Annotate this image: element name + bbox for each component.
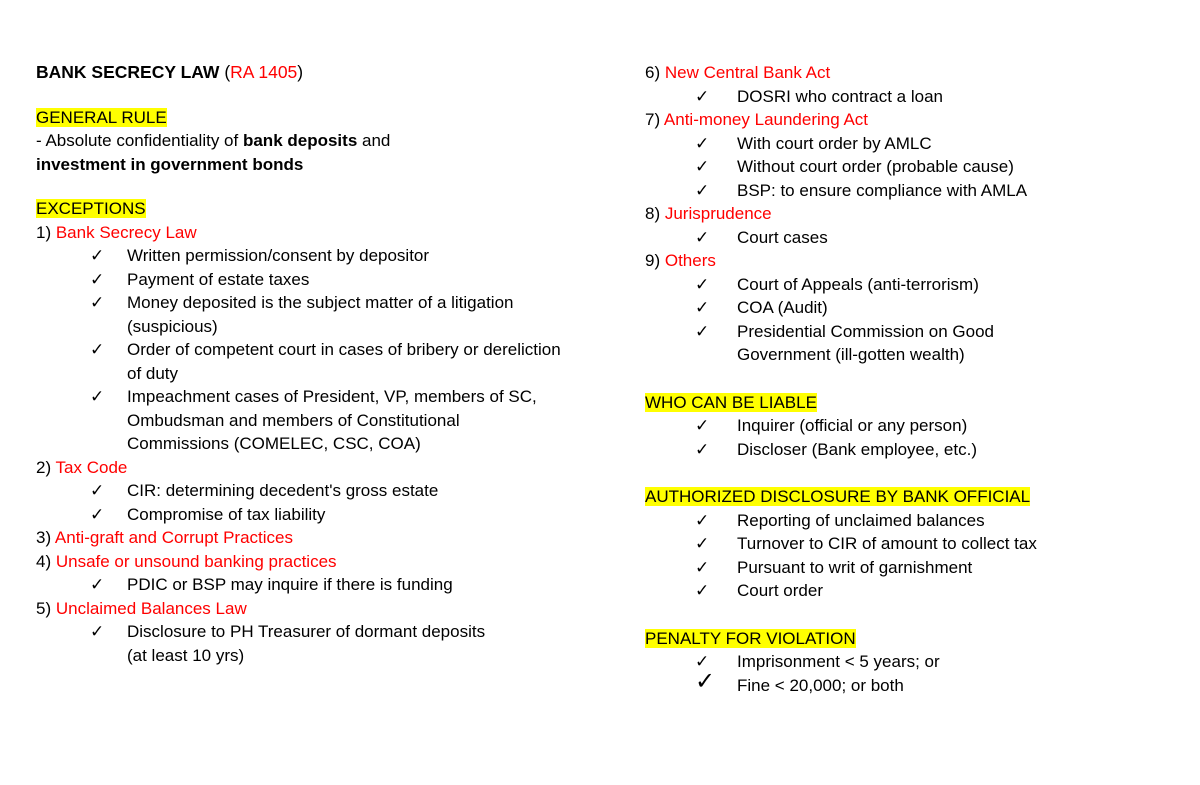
title-paren-close: ) — [297, 62, 304, 82]
who-liable-list — [645, 414, 1185, 461]
check-icon: ✓ — [90, 504, 105, 524]
check-icon: ✓ — [695, 157, 710, 176]
penalty-heading: PENALTY FOR VIOLATION — [645, 628, 856, 648]
check-icon: ✓ — [90, 575, 105, 594]
check-icon: ✓ — [695, 667, 716, 695]
list-item — [90, 503, 596, 527]
list-item — [695, 579, 1185, 603]
spacer — [645, 461, 1185, 485]
exception-number: 2) — [36, 457, 56, 477]
exception-9 — [645, 249, 1185, 273]
list-item — [90, 479, 596, 503]
exception-label: Others — [664, 251, 716, 270]
exception-6 — [645, 61, 1185, 85]
list-item-text: Presidential Commission on Good Government (ill-gotten wealth) — [737, 321, 995, 364]
check-icon: ✓ — [695, 510, 710, 530]
document-title — [36, 61, 596, 85]
list-item-text: Discloser (Bank employee, etc.) — [737, 439, 977, 459]
list-item — [695, 226, 1185, 250]
exception-number: 4) — [36, 551, 56, 571]
list-item-text: Impeachment cases of President, VP, members of SC, Ombudsman and members of Constitutional Commissions (COMELEC, CSC, COA) — [127, 387, 537, 453]
list-item — [695, 667, 1185, 698]
list-item-text: Money deposited is the subject matter of a litigation (suspicious) — [127, 293, 514, 336]
list-item — [695, 556, 1185, 580]
general-rule-bold1: bank deposits — [242, 131, 358, 150]
check-icon: ✓ — [695, 557, 710, 577]
exception-7-list — [645, 132, 1185, 203]
list-item-text: Inquirer (official or any person) — [737, 416, 968, 435]
title-paren-open: ( — [224, 62, 231, 82]
general-rule-bold2: investment in government bonds — [36, 154, 304, 174]
list-item-text: Without court order (probable cause) — [737, 157, 1014, 176]
list-item-text: BSP: to ensure compliance with AMLA — [737, 180, 1028, 200]
check-icon: ✓ — [90, 622, 105, 641]
general-rule-prefix: - Absolute confidentiality of — [36, 131, 243, 150]
check-icon: ✓ — [695, 180, 710, 200]
list-item-text: CIR: determining decedent's gross estate — [127, 481, 439, 500]
exception-number: 5) — [36, 598, 56, 618]
who-liable-section — [645, 391, 1185, 462]
list-item — [695, 85, 1185, 109]
check-icon: ✓ — [90, 269, 105, 289]
title-ref: RA 1405 — [230, 62, 298, 82]
spacer — [36, 176, 596, 197]
check-icon: ✓ — [695, 298, 710, 317]
check-icon: ✓ — [695, 321, 710, 341]
list-item — [90, 620, 497, 667]
spacer — [645, 603, 1185, 627]
list-item — [695, 509, 1185, 533]
list-item-text: Order of competent court in cases of bribery or dereliction of duty — [127, 340, 561, 383]
exception-number: 7) — [645, 110, 664, 129]
list-item-text: Fine < 20,000; or both — [737, 675, 904, 695]
left-column — [36, 61, 596, 667]
general-rule-section — [36, 106, 596, 177]
exception-8-list — [645, 226, 1185, 250]
list-item-text: Disclosure to PH Treasurer of dormant deposits (at least 10 yrs) — [127, 622, 486, 665]
exception-8 — [645, 202, 1185, 226]
exception-9-list — [645, 273, 1185, 367]
exception-4-list — [36, 573, 596, 597]
check-icon: ✓ — [695, 581, 710, 600]
title-main: BANK SECRECY LAW — [36, 62, 220, 82]
exception-number: 6) — [645, 63, 665, 82]
authorized-heading: AUTHORIZED DISCLOSURE BY BANK OFFICIAL — [645, 487, 1031, 506]
check-icon: ✓ — [695, 227, 710, 247]
list-item — [695, 132, 1185, 156]
check-icon: ✓ — [90, 481, 105, 500]
exception-1 — [36, 221, 596, 245]
list-item-text: Court of Appeals (anti-terrorism) — [737, 274, 979, 294]
exception-number: 9) — [645, 251, 665, 270]
list-item — [695, 155, 1185, 179]
general-rule-mid: and — [357, 131, 391, 150]
list-item-text: Compromise of tax liability — [127, 504, 326, 524]
check-icon: ✓ — [90, 246, 105, 265]
check-icon: ✓ — [695, 86, 710, 106]
check-icon: ✓ — [90, 387, 105, 406]
list-item-text: PDIC or BSP may inquire if there is funding — [127, 575, 453, 594]
spacer — [36, 85, 596, 106]
list-item-text: Reporting of unclaimed balances — [737, 510, 985, 530]
general-rule-text — [36, 129, 596, 176]
list-item — [90, 244, 596, 268]
exception-label: Unsafe or unsound banking practices — [55, 551, 337, 571]
exception-4 — [36, 550, 596, 574]
check-icon: ✓ — [695, 133, 710, 153]
list-item-text: Court order — [737, 581, 823, 600]
exception-label: Tax Code — [55, 457, 128, 477]
penalty-section — [645, 627, 1185, 698]
list-item — [695, 179, 1185, 203]
exception-5-list — [36, 620, 596, 667]
exception-number: 8) — [645, 204, 665, 223]
exception-label: Anti-money Laundering Act — [663, 110, 869, 129]
check-icon: ✓ — [695, 534, 710, 553]
check-icon: ✓ — [90, 293, 105, 312]
list-item — [695, 650, 1185, 674]
list-item — [695, 273, 1185, 297]
list-item — [90, 338, 567, 385]
exception-number: 1) — [36, 222, 56, 242]
list-item — [90, 291, 527, 338]
check-icon: ✓ — [695, 274, 710, 294]
exception-3 — [36, 526, 596, 550]
list-item-text: COA (Audit) — [737, 298, 828, 317]
authorized-section — [645, 485, 1185, 603]
exception-label: New Central Bank Act — [664, 63, 831, 82]
spacer — [645, 367, 1185, 391]
exception-label: Jurisprudence — [664, 204, 772, 223]
list-item — [90, 385, 547, 456]
list-item-text: Turnover to CIR of amount to collect tax — [737, 534, 1037, 553]
list-item-text: Payment of estate taxes — [127, 269, 310, 289]
check-icon: ✓ — [695, 416, 710, 435]
list-item — [90, 268, 596, 292]
list-item-text: DOSRI who contract a loan — [737, 86, 943, 106]
list-item — [695, 320, 1067, 367]
exception-2 — [36, 456, 596, 480]
list-item-text: Court cases — [737, 227, 828, 247]
exception-5 — [36, 597, 596, 621]
list-item — [695, 438, 1185, 462]
exceptions-section — [36, 197, 596, 667]
exception-label: Bank Secrecy Law — [55, 222, 197, 242]
exception-label: Anti-graft and Corrupt Practices — [54, 528, 294, 547]
list-item — [90, 573, 596, 597]
list-item-text: Pursuant to writ of garnishment — [737, 557, 973, 577]
check-icon: ✓ — [695, 439, 710, 459]
list-item — [695, 532, 1185, 556]
exception-7 — [645, 108, 1185, 132]
general-rule-heading: GENERAL RULE — [36, 107, 167, 127]
exception-number: 3) — [36, 528, 55, 547]
exception-2-list — [36, 479, 596, 526]
list-item-text: Written permission/consent by depositor — [127, 246, 430, 265]
exception-label: Unclaimed Balances Law — [55, 598, 247, 618]
check-icon: ✓ — [90, 340, 105, 359]
exception-6-list — [645, 85, 1185, 109]
list-item-text: With court order by AMLC — [737, 133, 932, 153]
list-item-text: Imprisonment < 5 years; or — [737, 652, 940, 671]
exception-1-list — [36, 244, 596, 456]
list-item — [695, 296, 1185, 320]
list-item — [695, 414, 1185, 438]
exceptions-heading: EXCEPTIONS — [36, 199, 146, 218]
check-icon: ✓ — [695, 652, 710, 671]
who-liable-heading: WHO CAN BE LIABLE — [645, 392, 817, 412]
right-column — [645, 61, 1185, 697]
authorized-list — [645, 509, 1185, 603]
penalty-list — [645, 650, 1185, 697]
